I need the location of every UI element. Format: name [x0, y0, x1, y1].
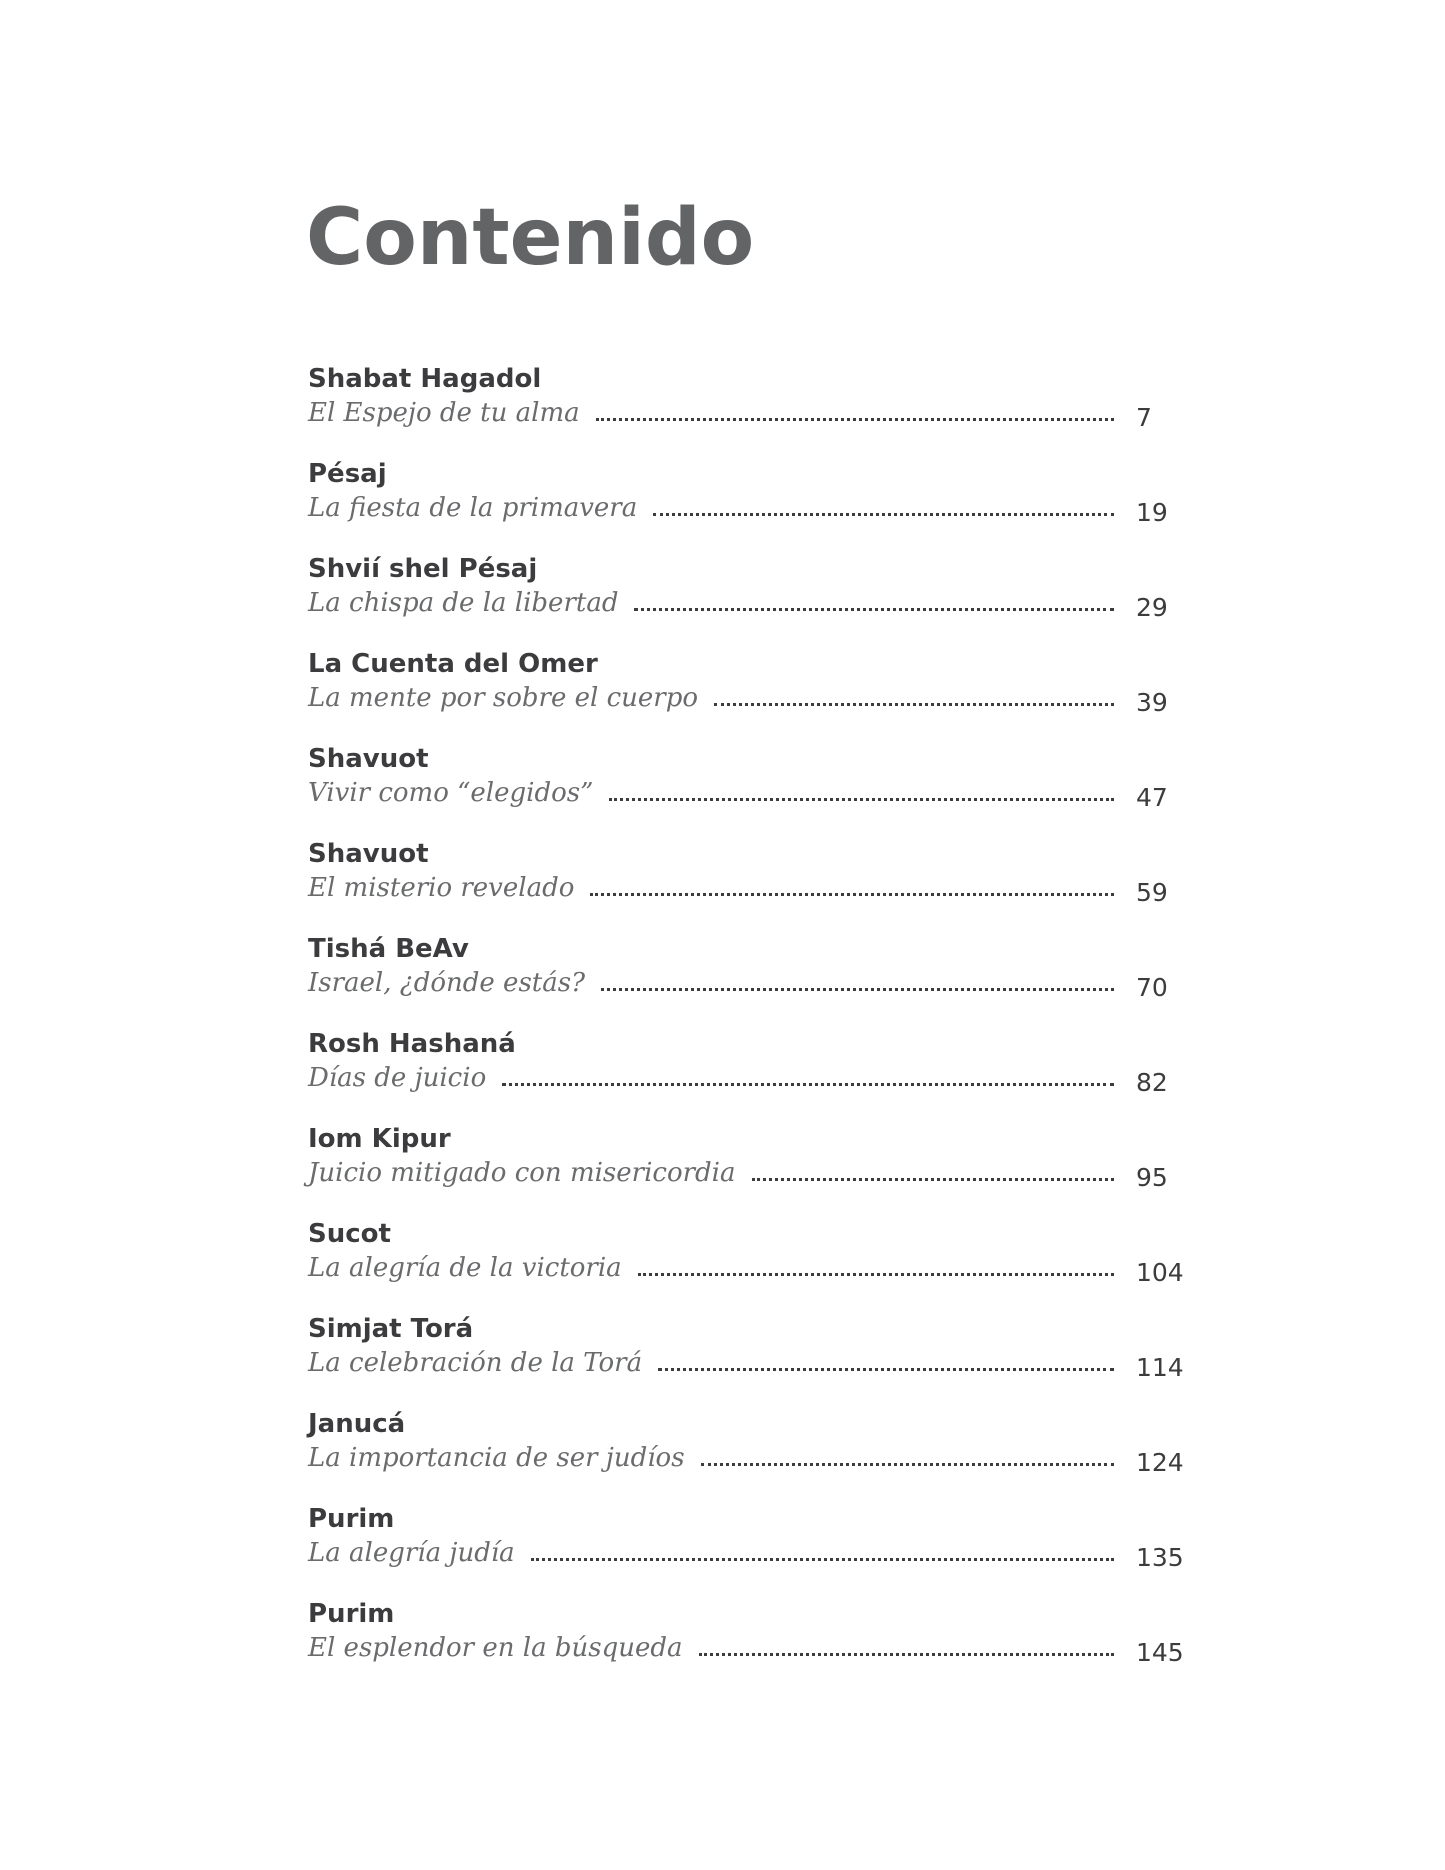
entry-heading: Shabat Hagadol: [308, 364, 542, 394]
toc-entry[interactable]: [308, 457, 1208, 552]
entry-subtitle: La importancia de ser judíos: [308, 1443, 685, 1473]
toc-entry[interactable]: [308, 552, 1208, 647]
dot-leader: [609, 798, 1114, 801]
entry-subtitle: El Espejo de tu alma: [308, 398, 580, 428]
toc-entry[interactable]: [308, 1122, 1208, 1217]
toc-entry[interactable]: [308, 932, 1208, 1027]
entry-line: [308, 1534, 1208, 1570]
entry-heading: La Cuenta del Omer: [308, 649, 598, 679]
entry-heading: Shavuot: [308, 839, 429, 869]
entry-heading: Shvií shel Pésaj: [308, 554, 538, 584]
toc-entry[interactable]: [308, 1312, 1208, 1407]
dot-leader: [699, 1653, 1115, 1656]
entry-line: [308, 1154, 1208, 1190]
dot-leader: [601, 988, 1114, 991]
dot-leader: [752, 1178, 1115, 1181]
entry-subtitle: La chispa de la libertad: [308, 588, 619, 618]
table-of-contents: [308, 362, 1208, 1692]
entry-subtitle: La fiesta de la primavera: [308, 493, 638, 523]
dot-leader: [596, 418, 1114, 421]
entry-line: [308, 394, 1208, 430]
entry-line: [308, 774, 1208, 810]
entry-line: [308, 1344, 1208, 1380]
entry-line: [308, 489, 1208, 525]
dot-leader: [714, 703, 1114, 706]
entry-heading: Purim: [308, 1504, 395, 1534]
entry-subtitle: La alegría de la victoria: [308, 1253, 622, 1283]
entry-heading: Rosh Hashaná: [308, 1029, 516, 1059]
entry-subtitle: El esplendor en la búsqueda: [308, 1633, 683, 1663]
dot-leader: [634, 608, 1114, 611]
entry-subtitle: La alegría judía: [308, 1538, 515, 1568]
entry-subtitle: La mente por sobre el cuerpo: [308, 683, 699, 713]
entry-heading: Sucot: [308, 1219, 391, 1249]
dot-leader: [531, 1558, 1114, 1561]
toc-entry[interactable]: [308, 1407, 1208, 1502]
entry-line: [308, 1629, 1208, 1665]
entry-page-number: 104: [1136, 1258, 1184, 1287]
toc-entry[interactable]: [308, 1502, 1208, 1597]
toc-entry[interactable]: [308, 1597, 1208, 1692]
entry-line: [308, 964, 1208, 1000]
entry-heading: Janucá: [308, 1409, 406, 1439]
entry-line: [308, 1059, 1208, 1095]
toc-entry[interactable]: [308, 1027, 1208, 1122]
dot-leader: [638, 1273, 1114, 1276]
entry-page-number: 7: [1136, 403, 1152, 432]
dot-leader: [653, 513, 1114, 516]
toc-entry[interactable]: [308, 362, 1208, 457]
entry-heading: Simjat Torá: [308, 1314, 474, 1344]
entry-line: [308, 1439, 1208, 1475]
entry-page-number: 124: [1136, 1448, 1184, 1477]
entry-page-number: 145: [1136, 1638, 1184, 1667]
dot-leader: [701, 1463, 1114, 1466]
entry-page-number: 70: [1136, 973, 1168, 1002]
entry-heading: Purim: [308, 1599, 395, 1629]
entry-subtitle: Días de juicio: [308, 1063, 487, 1093]
dot-leader: [502, 1083, 1114, 1086]
dot-leader: [590, 893, 1114, 896]
entry-subtitle: Juicio mitigado con misericordia: [308, 1158, 736, 1188]
page-title: Contenido: [306, 193, 755, 283]
entry-page-number: 19: [1136, 498, 1168, 527]
entry-heading: Pésaj: [308, 459, 387, 489]
entry-line: [308, 1249, 1208, 1285]
entry-line: [308, 584, 1208, 620]
entry-line: [308, 869, 1208, 905]
entry-page-number: 82: [1136, 1068, 1168, 1097]
entry-page-number: 59: [1136, 878, 1168, 907]
entry-subtitle: Israel, ¿dónde estás?: [308, 968, 586, 998]
entry-heading: Tishá BeAv: [308, 934, 469, 964]
entry-page-number: 29: [1136, 593, 1168, 622]
entry-page-number: 95: [1136, 1163, 1168, 1192]
entry-heading: Shavuot: [308, 744, 429, 774]
entry-page-number: 39: [1136, 688, 1168, 717]
entry-page-number: 135: [1136, 1543, 1184, 1572]
toc-entry[interactable]: [308, 1217, 1208, 1312]
entry-subtitle: Vivir como “elegidos”: [308, 778, 594, 808]
toc-entry[interactable]: [308, 742, 1208, 837]
entry-subtitle: El misterio revelado: [308, 873, 575, 903]
entry-page-number: 114: [1136, 1353, 1184, 1382]
entry-heading: Iom Kipur: [308, 1124, 451, 1154]
toc-entry[interactable]: [308, 837, 1208, 932]
entry-page-number: 47: [1136, 783, 1168, 812]
toc-entry[interactable]: [308, 647, 1208, 742]
entry-subtitle: La celebración de la Torá: [308, 1348, 643, 1378]
dot-leader: [658, 1368, 1114, 1371]
entry-line: [308, 679, 1208, 715]
